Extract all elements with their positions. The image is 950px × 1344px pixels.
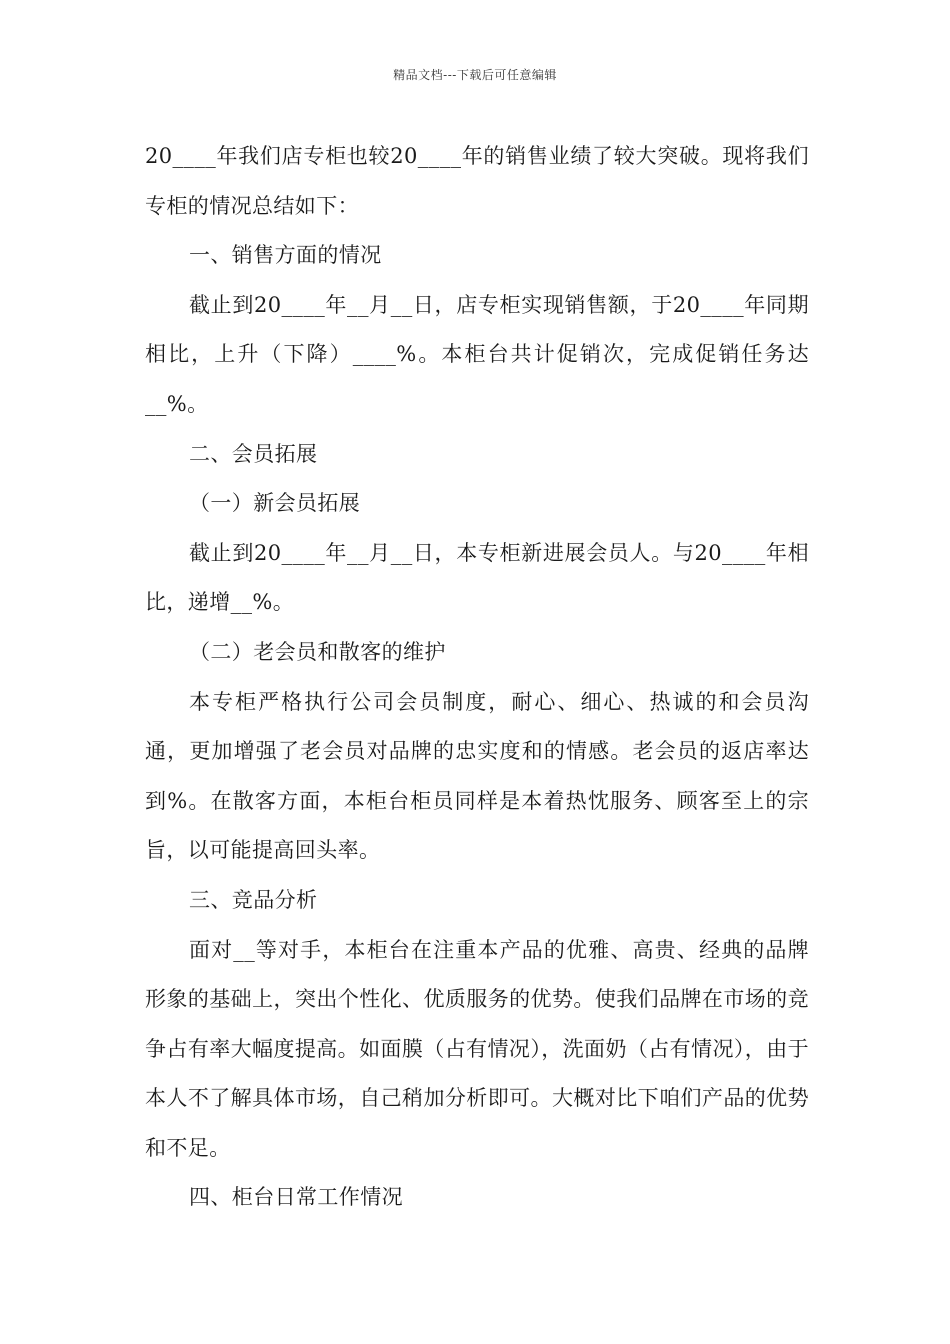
subheading-new-members: （一）新会员拓展 — [189, 491, 361, 516]
page-header: 精品文档---下载后可任意编辑 — [393, 68, 557, 82]
competitors-paragraph: 面对__等对手，本柜台在注重本产品的优雅、高贵、经典的品牌形象的基础上，突出个性化、优质服务的优势。使我们品牌在市场的竞争占有率大幅度提高。如面膜（占有情况），洗面奶（占有情况），由于本人不了解具体市场，自己稍加分析即可。大概对比下咱们产品的优势和不足。 — [145, 937, 809, 1160]
section-heading-daily-work: 四、柜台日常工作情况 — [189, 1185, 403, 1210]
intro-paragraph: 20____年我们店专柜也较20____年的销售业绩了较大突破。现将我们专柜的情况总结如下： — [145, 144, 809, 218]
old-members-paragraph: 本专柜严格执行公司会员制度，耐心、细心、热诚的和会员沟通，更加增强了老会员对品牌的忠实度和的情感。老会员的返店率达到%。在散客方面，本柜台柜员同样是本着热忱服务、顾客至上的宗旨，以可能提高回头率。 — [145, 689, 809, 863]
section-heading-sales: 一、销售方面的情况 — [189, 243, 382, 268]
new-members-paragraph: 截止到20____年__月__日，本专柜新进展会员人。与20____年相比，递增__%。 — [145, 540, 809, 615]
section-heading-members: 二、会员拓展 — [189, 441, 318, 466]
subheading-old-members: （二）老会员和散客的维护 — [189, 639, 446, 664]
sales-paragraph: 截止到20____年__月__日，店专柜实现销售额，于20____年同期相比，上升（下降）____%。本柜台共计促销次，完成促销任务达__%。 — [145, 292, 809, 416]
document-body — [145, 132, 809, 1223]
section-heading-competitors: 三、竞品分析 — [189, 887, 318, 912]
